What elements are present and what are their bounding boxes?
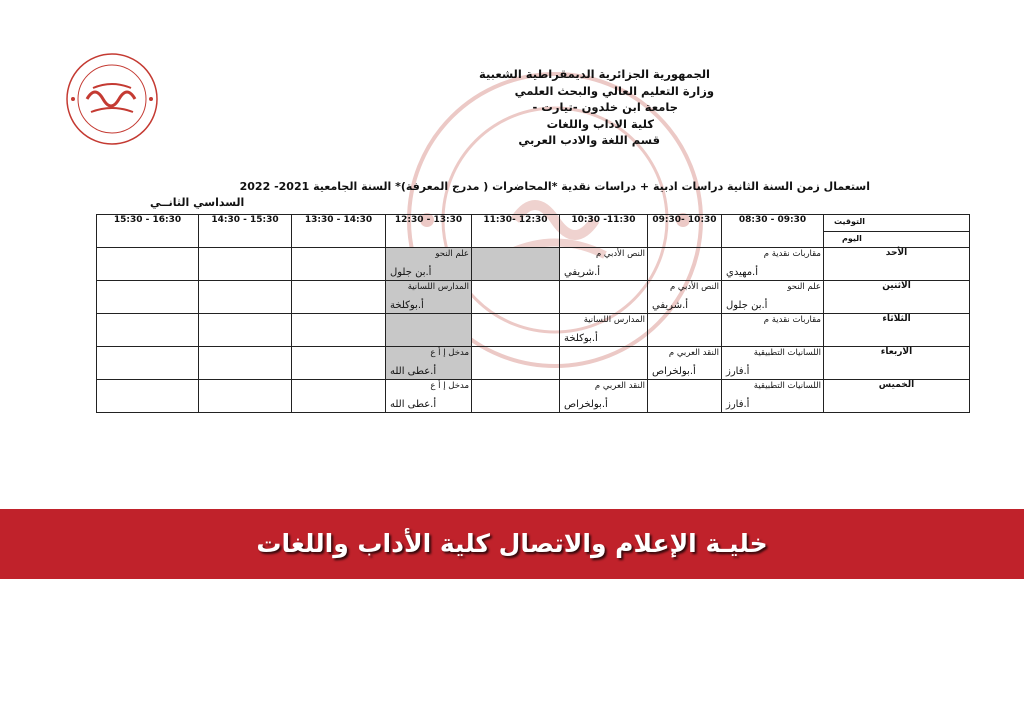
schedule-cell bbox=[292, 380, 386, 413]
day-label: الاثنين bbox=[824, 281, 970, 314]
schedule-cell bbox=[560, 380, 648, 413]
time-slot-header: 15:30 - 16:30 bbox=[97, 215, 199, 248]
footer-banner bbox=[0, 509, 1024, 579]
professor-name: أ.بولخراص bbox=[652, 366, 696, 377]
professor-name: أ.بوكلخة bbox=[564, 333, 598, 344]
professor-name: أ.فارز bbox=[726, 399, 750, 410]
schedule-cell bbox=[386, 281, 472, 314]
schedule-cell bbox=[292, 347, 386, 380]
professor-name: أ.بوكلخة bbox=[390, 300, 424, 311]
subject-name: النص الأدبي م bbox=[595, 249, 645, 259]
professor-name: أ.عطى الله bbox=[390, 366, 437, 377]
subject-name: المدارس اللسانية bbox=[583, 315, 645, 325]
schedule-cell bbox=[199, 347, 292, 380]
schedule-cell bbox=[386, 347, 472, 380]
header-university: جامعة ابن خلدون -تيارت - bbox=[532, 100, 678, 114]
schedule-cell bbox=[97, 281, 199, 314]
schedule-cell bbox=[722, 347, 824, 380]
schedule-cell bbox=[722, 380, 824, 413]
table-row bbox=[97, 380, 970, 413]
schedule-cell bbox=[648, 347, 722, 380]
timetable bbox=[96, 214, 970, 413]
professor-name: أ.بن جلول bbox=[390, 267, 432, 278]
schedule-cell bbox=[472, 380, 560, 413]
schedule-cell bbox=[722, 248, 824, 281]
schedule-cell bbox=[292, 314, 386, 347]
time-slot-header: 11:30- 12:30 bbox=[472, 215, 560, 248]
subject-name: مدخل إ أ ع bbox=[430, 381, 469, 391]
header-faculty: كلية الاداب واللغات bbox=[546, 116, 654, 131]
professor-name: أ.عطى الله bbox=[390, 399, 437, 410]
time-slot-header: 14:30 - 15:30 bbox=[199, 215, 292, 248]
subject-name: اللسانيات التطبيقية bbox=[753, 381, 821, 391]
table-row bbox=[97, 248, 970, 281]
schedule-cell bbox=[560, 248, 648, 281]
table-row bbox=[97, 347, 970, 380]
day-label: الأحد bbox=[824, 248, 970, 281]
time-slot-header: 12:30 - 13:30 bbox=[386, 215, 472, 248]
schedule-cell bbox=[722, 314, 824, 347]
schedule-cell bbox=[386, 248, 472, 281]
table-row bbox=[97, 281, 970, 314]
schedule-title: استعمال زمن السنة الثانية دراسات ادبية + دراسات نقدية *المحاضرات ( مدرج المعرفة)* السنة الجامعية 2021- 2022 bbox=[239, 180, 870, 193]
schedule-cell bbox=[97, 347, 199, 380]
schedule-cell bbox=[199, 248, 292, 281]
table-row bbox=[97, 314, 970, 347]
professor-name: أ.بولخراص bbox=[564, 399, 608, 410]
schedule-cell bbox=[648, 314, 722, 347]
schedule-cell bbox=[560, 281, 648, 314]
day-label: الاربعاء bbox=[824, 347, 970, 380]
header-ministry: وزارة التعليم العالي والبحث العلمي bbox=[514, 83, 714, 98]
time-slot-header: 08:30 - 09:30 bbox=[722, 215, 824, 248]
time-header-row bbox=[97, 215, 970, 248]
corner-day-label: اليوم bbox=[842, 234, 862, 243]
schedule-cell bbox=[292, 248, 386, 281]
time-slot-header: 13:30 - 14:30 bbox=[292, 215, 386, 248]
schedule-cell bbox=[648, 248, 722, 281]
schedule-cell bbox=[199, 314, 292, 347]
time-slot-header: 10:30 -11:30 bbox=[560, 215, 648, 248]
professor-name: أ.مهيدي bbox=[726, 267, 759, 278]
subject-name: مقاربات نقدية م bbox=[763, 315, 821, 325]
schedule-cell bbox=[648, 380, 722, 413]
schedule-cell bbox=[199, 380, 292, 413]
subject-name: علم النحو bbox=[787, 282, 821, 292]
subject-name: المدارس اللسانية bbox=[407, 282, 469, 292]
schedule-cell bbox=[472, 281, 560, 314]
schedule-cell bbox=[560, 347, 648, 380]
header-republic: الجمهورية الجزائرية الديمقراطية الشعبية bbox=[478, 67, 710, 81]
corner-cell bbox=[824, 215, 970, 248]
schedule-cell bbox=[472, 314, 560, 347]
schedule-cell bbox=[386, 314, 472, 347]
professor-name: أ.شريفي bbox=[564, 267, 601, 278]
schedule-cell bbox=[560, 314, 648, 347]
subject-name: علم النحو bbox=[435, 249, 469, 259]
subject-name: اللسانيات التطبيقية bbox=[753, 348, 821, 358]
day-label: الثلاثاء bbox=[824, 314, 970, 347]
schedule-cell bbox=[199, 281, 292, 314]
day-label: الخميس bbox=[824, 380, 970, 413]
schedule-cell bbox=[97, 380, 199, 413]
schedule-cell bbox=[722, 281, 824, 314]
subject-name: النقد العربي م bbox=[668, 348, 719, 358]
semester-label: السداسي الثانــي bbox=[150, 196, 245, 209]
schedule-cell bbox=[648, 281, 722, 314]
schedule-cell bbox=[97, 248, 199, 281]
subject-name: مدخل إ أ ع bbox=[430, 348, 469, 358]
banner-text: خليـة الإعلام والاتصال كلية الأداب واللغات bbox=[256, 529, 768, 558]
professor-name: أ.شريفي bbox=[652, 300, 689, 311]
subject-name: مقاربات نقدية م bbox=[763, 249, 821, 259]
professor-name: أ.فارز bbox=[726, 366, 750, 377]
subject-name: النقد العربي م bbox=[594, 381, 645, 391]
corner-time-label: التوقيت bbox=[834, 217, 865, 226]
professor-name: أ.بن جلول bbox=[726, 300, 768, 311]
schedule-cell bbox=[386, 380, 472, 413]
schedule-cell bbox=[472, 248, 560, 281]
faculty-stamp-seal bbox=[65, 52, 159, 146]
schedule-cell bbox=[97, 314, 199, 347]
subject-name: النص الأدبي م bbox=[669, 282, 719, 292]
header-department: قسم اللغة والادب العربي bbox=[518, 133, 660, 147]
time-slot-header: 09:30- 10:30 bbox=[648, 215, 722, 248]
schedule-cell bbox=[292, 281, 386, 314]
document-header bbox=[380, 66, 714, 149]
schedule-cell bbox=[472, 347, 560, 380]
